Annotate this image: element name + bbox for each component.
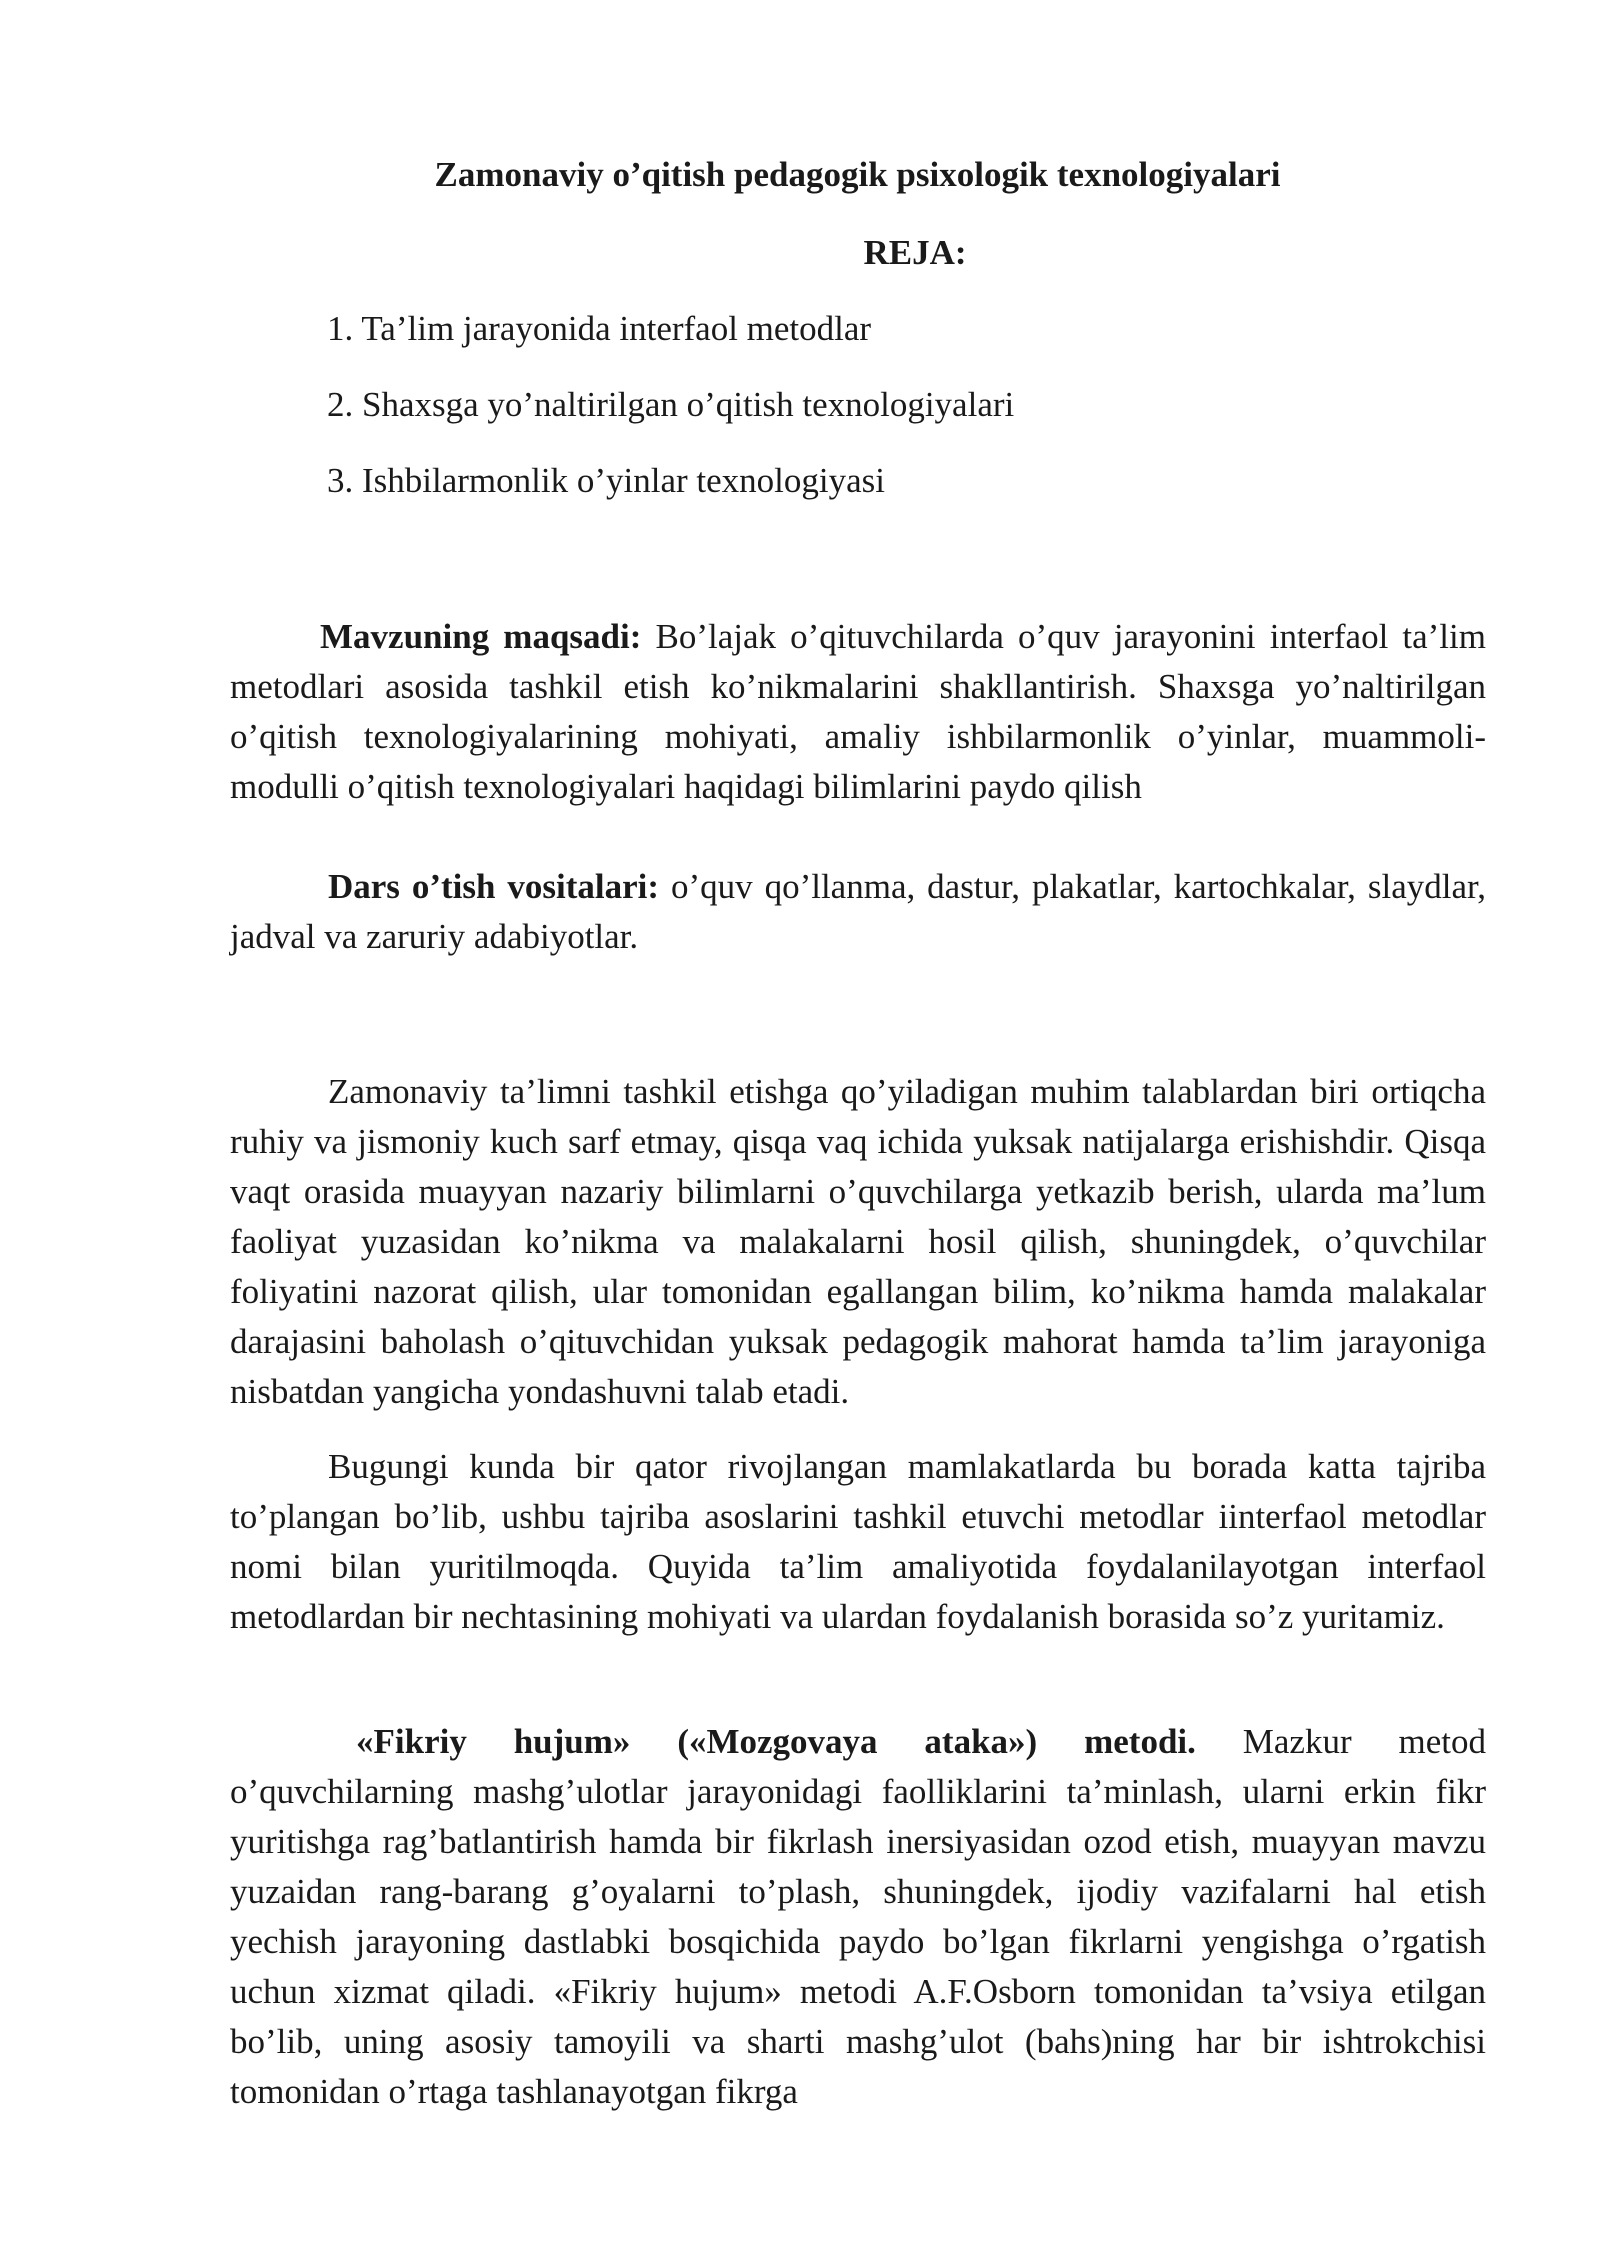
plan-item: 2. Shaxsga yo’naltirilgan o’qitish texnologiyalari [327, 385, 1015, 424]
body-paragraph: Zamonaviy ta’limni tashkil etishga qo’yiladigan muhim talablardan biri ortiqcha ruhiy va jismoniy kuch sarf etmay, qisqa vaq ichida yuksak natijalarga erishishdir. Qisqa vaqt orasida muayyan nazariy bilimlarni o’quvchilarga yetkazib berish, ularda ma’lum faoliyat yuzasidan ko’nikma va malakalarni hosil qilish, shuningdek, o’quvchilar foliyatini nazorat qilish, ular tomonidan egallangan bilim, ko’nikma hamda malakalar darajasini baholash o’qituvchidan yuksak pedagogik mahorat hamda ta’lim jarayoniga nisbatdan yangicha yondashuvni talab etadi. [230, 1072, 1486, 1411]
tools-text: o’quv qo’llanma, dastur, plakatlar, kartochkalar, slaydlar, jadval va zaruriy adabiyotlar. [230, 867, 1486, 956]
goal-label: Mavzuning maqsadi: [320, 617, 642, 656]
document-title: Zamonaviy o’qitish pedagogik psixologik texnologiyalari [434, 155, 1281, 194]
body-paragraph: Bugungi kunda bir qator rivojlangan mamlakatlarda bu borada katta tajriba to’plangan bo’lib, ushbu tajriba asoslarini tashkil etuvchi metodlar iinterfaol metodlar nomi bilan yuritilmoqda. Quyida ta’lim amaliyotida foydalanilayotgan interfaol metodlardan bir nechtasining mohiyati va ulardan foydalanish borasida so’z yuritamiz. [230, 1447, 1486, 1636]
plan-item: 1. Ta’lim jarayonida interfaol metodlar [327, 309, 872, 348]
method-label: «Fikriy hujum» («Mozgovaya ataka») metodi. [356, 1722, 1196, 1761]
method-text: Mazkur metod o’quvchilarning mashg’ulotlar jarayonidagi faolliklarini ta’minlash, ularni erkin fikr yuritishga rag’batlantirish hamda bir fikrlash inersiyasidan ozod etish, muayyan mavzu yuzaidan rang-barang g’oyalarni to’plash, shuningdek, ijodiy vazifalarni hal etish yechish jarayoning dastlabki bosqichida paydo bo’lgan fikrlarni yengishga o’rgatish uchun xizmat qiladi. «Fikriy hujum» metodi A.F.Osborn tomonidan ta’vsiya etilgan bo’lib, uning asosiy tamoyili va sharti mashg’ulot (bahs)ning har bir ishtrokchisi tomonidan o’rtaga tashlanayotgan fikrga [230, 1722, 1486, 2111]
goal-text: Bo’lajak o’qituvchilarda o’quv jarayonini interfaol ta’lim metodlari asosida tashkil etish ko’nikmalarini shakllantirish. Shaxsga yo’naltirilgan o’qitish texnologiyalarining mohiyati, amaliy ishbilarmonlik o’yinlar, muammoli-modulli o’qitish texnologiyalari haqidagi bilimlarini paydo qilish [230, 617, 1486, 806]
method-paragraph [230, 1717, 1486, 2117]
plan-item: 3. Ishbilarmonlik o’yinlar texnologiyasi [327, 461, 885, 500]
tools-paragraph [230, 862, 1486, 962]
plan-list [327, 304, 1014, 532]
goal-paragraph [230, 612, 1486, 812]
tools-label: Dars o’tish vositalari: [328, 867, 660, 906]
plan-heading: REJA: [863, 233, 967, 272]
